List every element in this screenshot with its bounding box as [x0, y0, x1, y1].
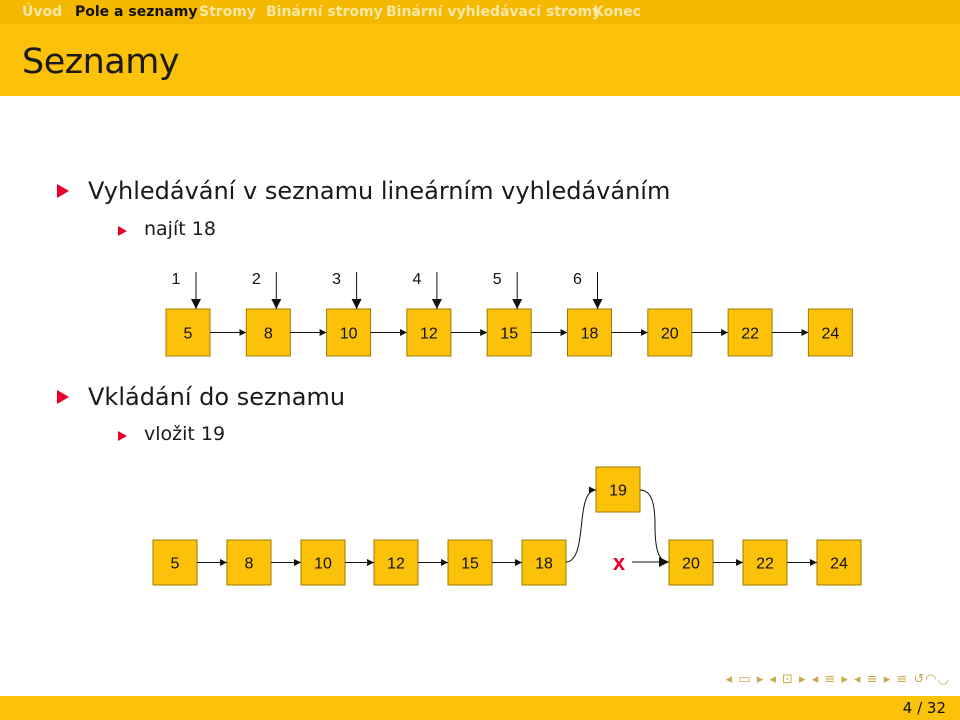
nav-item-konec[interactable]: Konec	[593, 4, 641, 20]
list-node-label: 19	[609, 482, 627, 500]
search-subitem: najít 18	[144, 218, 216, 240]
frame-title: Seznamy	[22, 42, 180, 82]
list-node-label: 10	[314, 555, 332, 573]
list-node-label: 22	[756, 555, 774, 573]
search-step-label: 1	[171, 271, 181, 288]
list-node-label: 24	[830, 555, 848, 573]
list-node-label: 22	[741, 325, 759, 343]
search-list-diagram	[166, 271, 852, 356]
search-step-label: 6	[573, 271, 582, 288]
insert-list-diagram	[153, 467, 861, 585]
list-node-label: 12	[420, 325, 438, 343]
list-node-label: 8	[244, 555, 254, 573]
list-node-label: 20	[660, 325, 679, 343]
list-node-label: 20	[682, 555, 700, 573]
search-step-label: 2	[251, 271, 261, 288]
insert-subitem: vložit 19	[144, 423, 226, 445]
link-18-to-19-arrow	[566, 490, 596, 562]
search-step-label: 3	[332, 271, 342, 288]
search-heading: Vyhledávání v seznamu lineárním vyhledáváním	[88, 177, 671, 205]
footer-bar	[0, 696, 960, 720]
search-step-label: 5	[492, 271, 502, 288]
list-node-label: 12	[387, 555, 405, 573]
list-node-label: 18	[535, 555, 553, 573]
list-node-label: 8	[263, 325, 273, 343]
nav-item-pole-a-seznamy[interactable]: Pole a seznamy	[75, 4, 198, 20]
list-node-label: 10	[339, 325, 358, 343]
nav-item-binarni-stromy[interactable]: Binární stromy	[266, 4, 383, 20]
list-node-label: 5	[170, 555, 180, 573]
beamer-navigation-symbols[interactable]: ◂ ▭ ▸ ◂ ⊡ ▸ ◂ ≡ ▸ ◂ ≡ ▸ ≡ ↺◠◡	[725, 672, 950, 687]
nav-item-stromy[interactable]: Stromy	[199, 4, 257, 20]
list-node-label: 15	[500, 325, 519, 343]
nav-item-uvod[interactable]: Úvod	[22, 4, 63, 20]
page-number: 4 / 32	[902, 699, 946, 717]
list-node-label: 24	[821, 325, 840, 343]
search-step-label: 4	[412, 271, 422, 288]
list-node-label: 5	[183, 325, 193, 343]
nav-item-binarni-vyhledavaci-stromy[interactable]: Binární vyhledávací stromy	[386, 4, 602, 20]
list-node-label: 15	[461, 555, 479, 573]
list-node-label: 18	[580, 325, 599, 343]
link-19-to-20-arrow	[640, 490, 669, 562]
insert-heading: Vkládání do seznamu	[88, 383, 346, 411]
removed-link-mark: x	[612, 550, 626, 575]
